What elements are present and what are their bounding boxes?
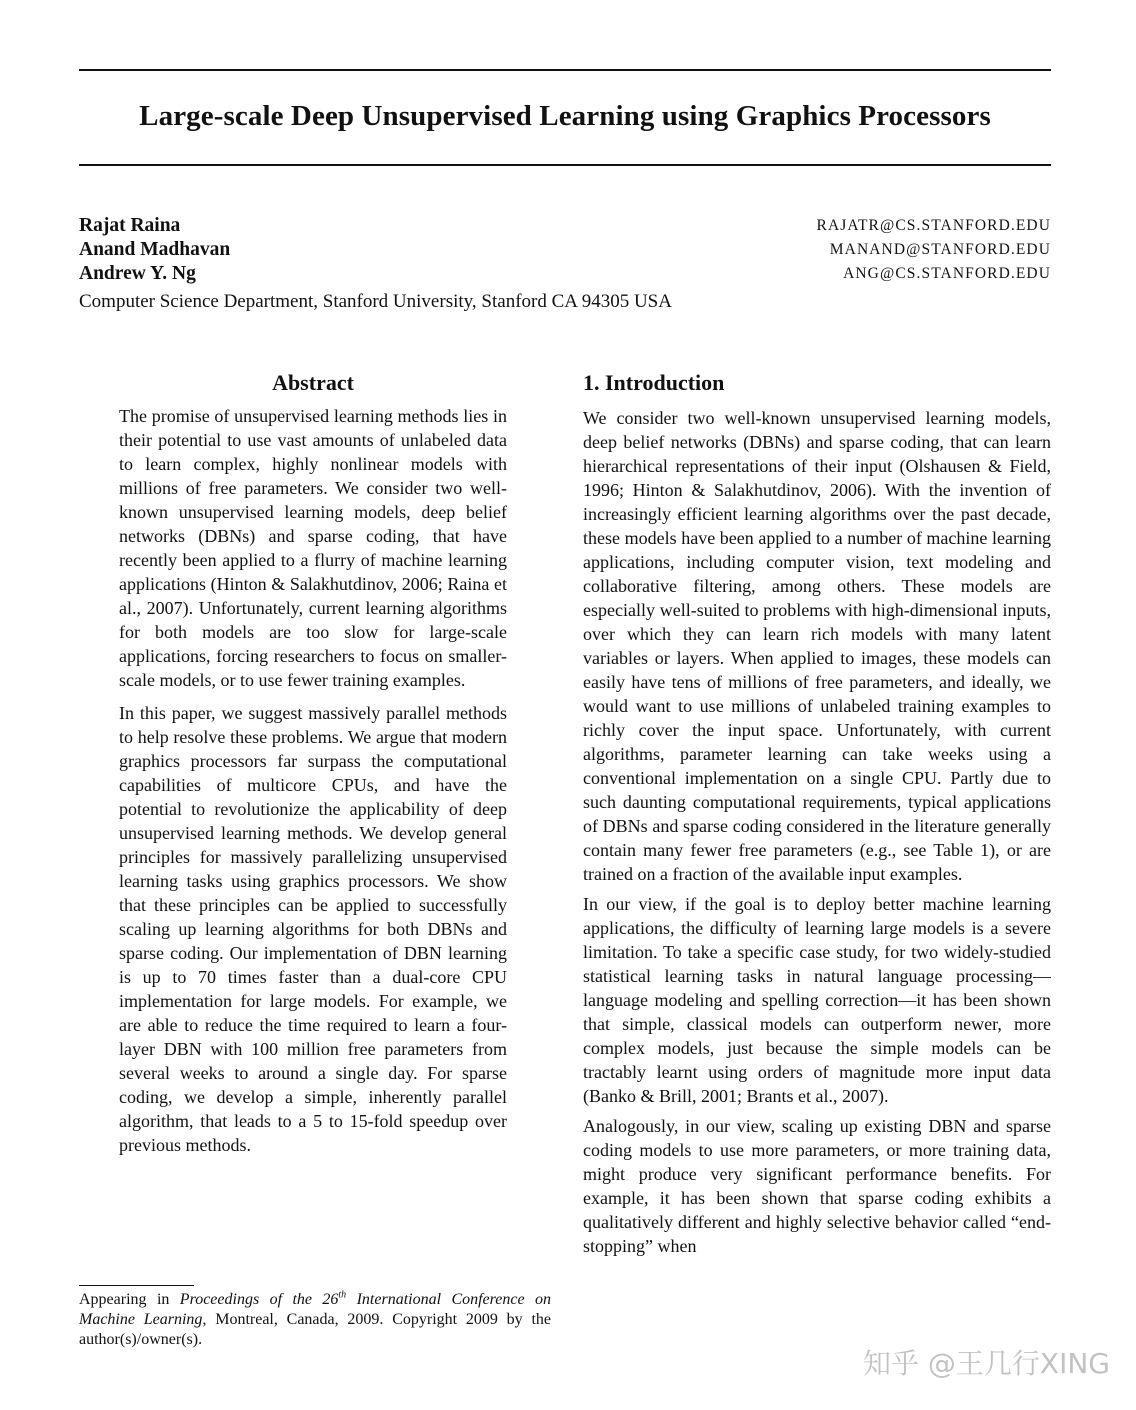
author-row bbox=[79, 214, 1051, 238]
author-name: Rajat Raina bbox=[79, 215, 181, 236]
introduction-paragraph: Analogously, in our view, scaling up existing DBN and sparse coding models to use more parameters, or more training data, might produce very significant performance benefits. For example, it has been shown that sparse coding exhibits a qualitatively different and highly selective behavior called “end-stopping” when bbox=[583, 1116, 1051, 1256]
author-block bbox=[79, 214, 1051, 314]
title-rule-top bbox=[79, 69, 1051, 71]
title-rule-bottom bbox=[79, 164, 1051, 166]
author-row bbox=[79, 238, 1051, 262]
footnote-venue-a: Proceedings of the 26 bbox=[179, 1291, 339, 1308]
author-email: ANG@CS.STANFORD.EDU bbox=[843, 265, 1051, 282]
author-row bbox=[79, 262, 1051, 286]
author-email: MANAND@STANFORD.EDU bbox=[829, 241, 1051, 258]
footnote-suffix: , Montreal, Canada, 2009. Copyright 2009 by the author(s)/owner(s). bbox=[79, 1311, 551, 1348]
section-heading-introduction: 1. Introduction bbox=[583, 370, 725, 395]
paper-title: Large-scale Deep Unsupervised Learning using Graphics Processors bbox=[139, 100, 991, 132]
affiliation: Computer Science Department, Stanford University, Stanford CA 94305 USA bbox=[79, 291, 672, 312]
introduction-paragraph: In our view, if the goal is to deploy better machine learning applications, the difficulty of learning large models is a severe limitation. To take a specific case study, for two widely-studied statistical learning tasks in natural language processing—language modeling and spelling correction—it has been shown that simple, classical models can outperform newer, more complex models, just because the simple models can be tractably learnt using orders of magnitude more input data (Banko & Brill, 2001; Brants et al., 2007). bbox=[583, 894, 1051, 1106]
abstract-heading: Abstract bbox=[272, 370, 354, 395]
abstract-body bbox=[119, 404, 507, 1157]
footnote-prefix: Appearing in bbox=[79, 1291, 180, 1308]
introduction-body bbox=[583, 406, 1051, 1354]
footnote-venue-b: International Conference on Machine Learning bbox=[79, 1291, 552, 1328]
footnote-venue-sup: th bbox=[338, 1289, 347, 1301]
introduction-paragraph: We consider two well-known unsupervised learning models, deep belief networks (DBNs) and sparse coding, that can learn hierarchical representations of their input (Olshausen & Field, 1996; Hinton & Salakhutdinov, 2006). With the invention of increasingly efficient learning algorithms over the past decade, these models have been applied to a number of machine learning applications, including computer vision, text modeling and collaborative filtering, among others. These models are especially well-suited to problems with high-dimensional inputs, over which they can learn rich models with many latent variables or layers. When applied to images, these models can easily have tens of millions of free parameters, and ideally, we would want to use millions of unlabeled training examples to richly cover the input space. Unfortunately, with current algorithms, parameter learning can take weeks using a conventional implementation on a single CPU. Partly due to such daunting computational requirements, typical applications of DBNs and sparse coding considered in the literature generally contain many fewer free parameters (e.g., see Table 1), or are trained on a fraction of the available input examples. bbox=[583, 408, 1051, 884]
footnote-rule bbox=[79, 1285, 194, 1286]
author-name: Andrew Y. Ng bbox=[79, 263, 196, 284]
author-name: Anand Madhavan bbox=[79, 239, 231, 260]
abstract-paragraph: The promise of unsupervised learning methods lies in their potential to use vast amounts of unlabeled data to learn complex, highly nonlinear models with millions of free parameters. We consider two well-known unsupervised learning models, deep belief networks (DBNs) and sparse coding, that have recently been applied to a flurry of machine learning applications (Hinton & Salakhutdinov, 2006; Raina et al., 2007). Unfortunately, current learning algorithms for both models are too slow for large-scale applications, forcing researchers to focus on smaller-scale models, or to use fewer training examples. bbox=[119, 406, 507, 690]
abstract-paragraph: In this paper, we suggest massively parallel methods to help resolve these problems. We argue that modern graphics processors far surpass the computational capabilities of multicore CPUs, and have the potential to revolutionize the applicability of deep unsupervised learning methods. We develop general principles for massively parallelizing unsupervised learning tasks using graphics processors. We show that these principles can be applied to successfully scaling up learning algorithms for both DBNs and sparse coding. Our implementation of DBN learning is up to 70 times faster than a dual-core CPU implementation for large models. For example, we are able to reduce the time required to learn a four-layer DBN with 100 million free parameters from several weeks to around a single day. For sparse coding, we develop a simple, inherently parallel algorithm, that leads to a 5 to 15-fold speedup over previous methods. bbox=[119, 703, 507, 1155]
author-email: RAJATR@CS.STANFORD.EDU bbox=[816, 217, 1051, 234]
footnote bbox=[79, 1290, 551, 1350]
watermark: 知乎 @王几行XING bbox=[863, 1347, 1110, 1380]
